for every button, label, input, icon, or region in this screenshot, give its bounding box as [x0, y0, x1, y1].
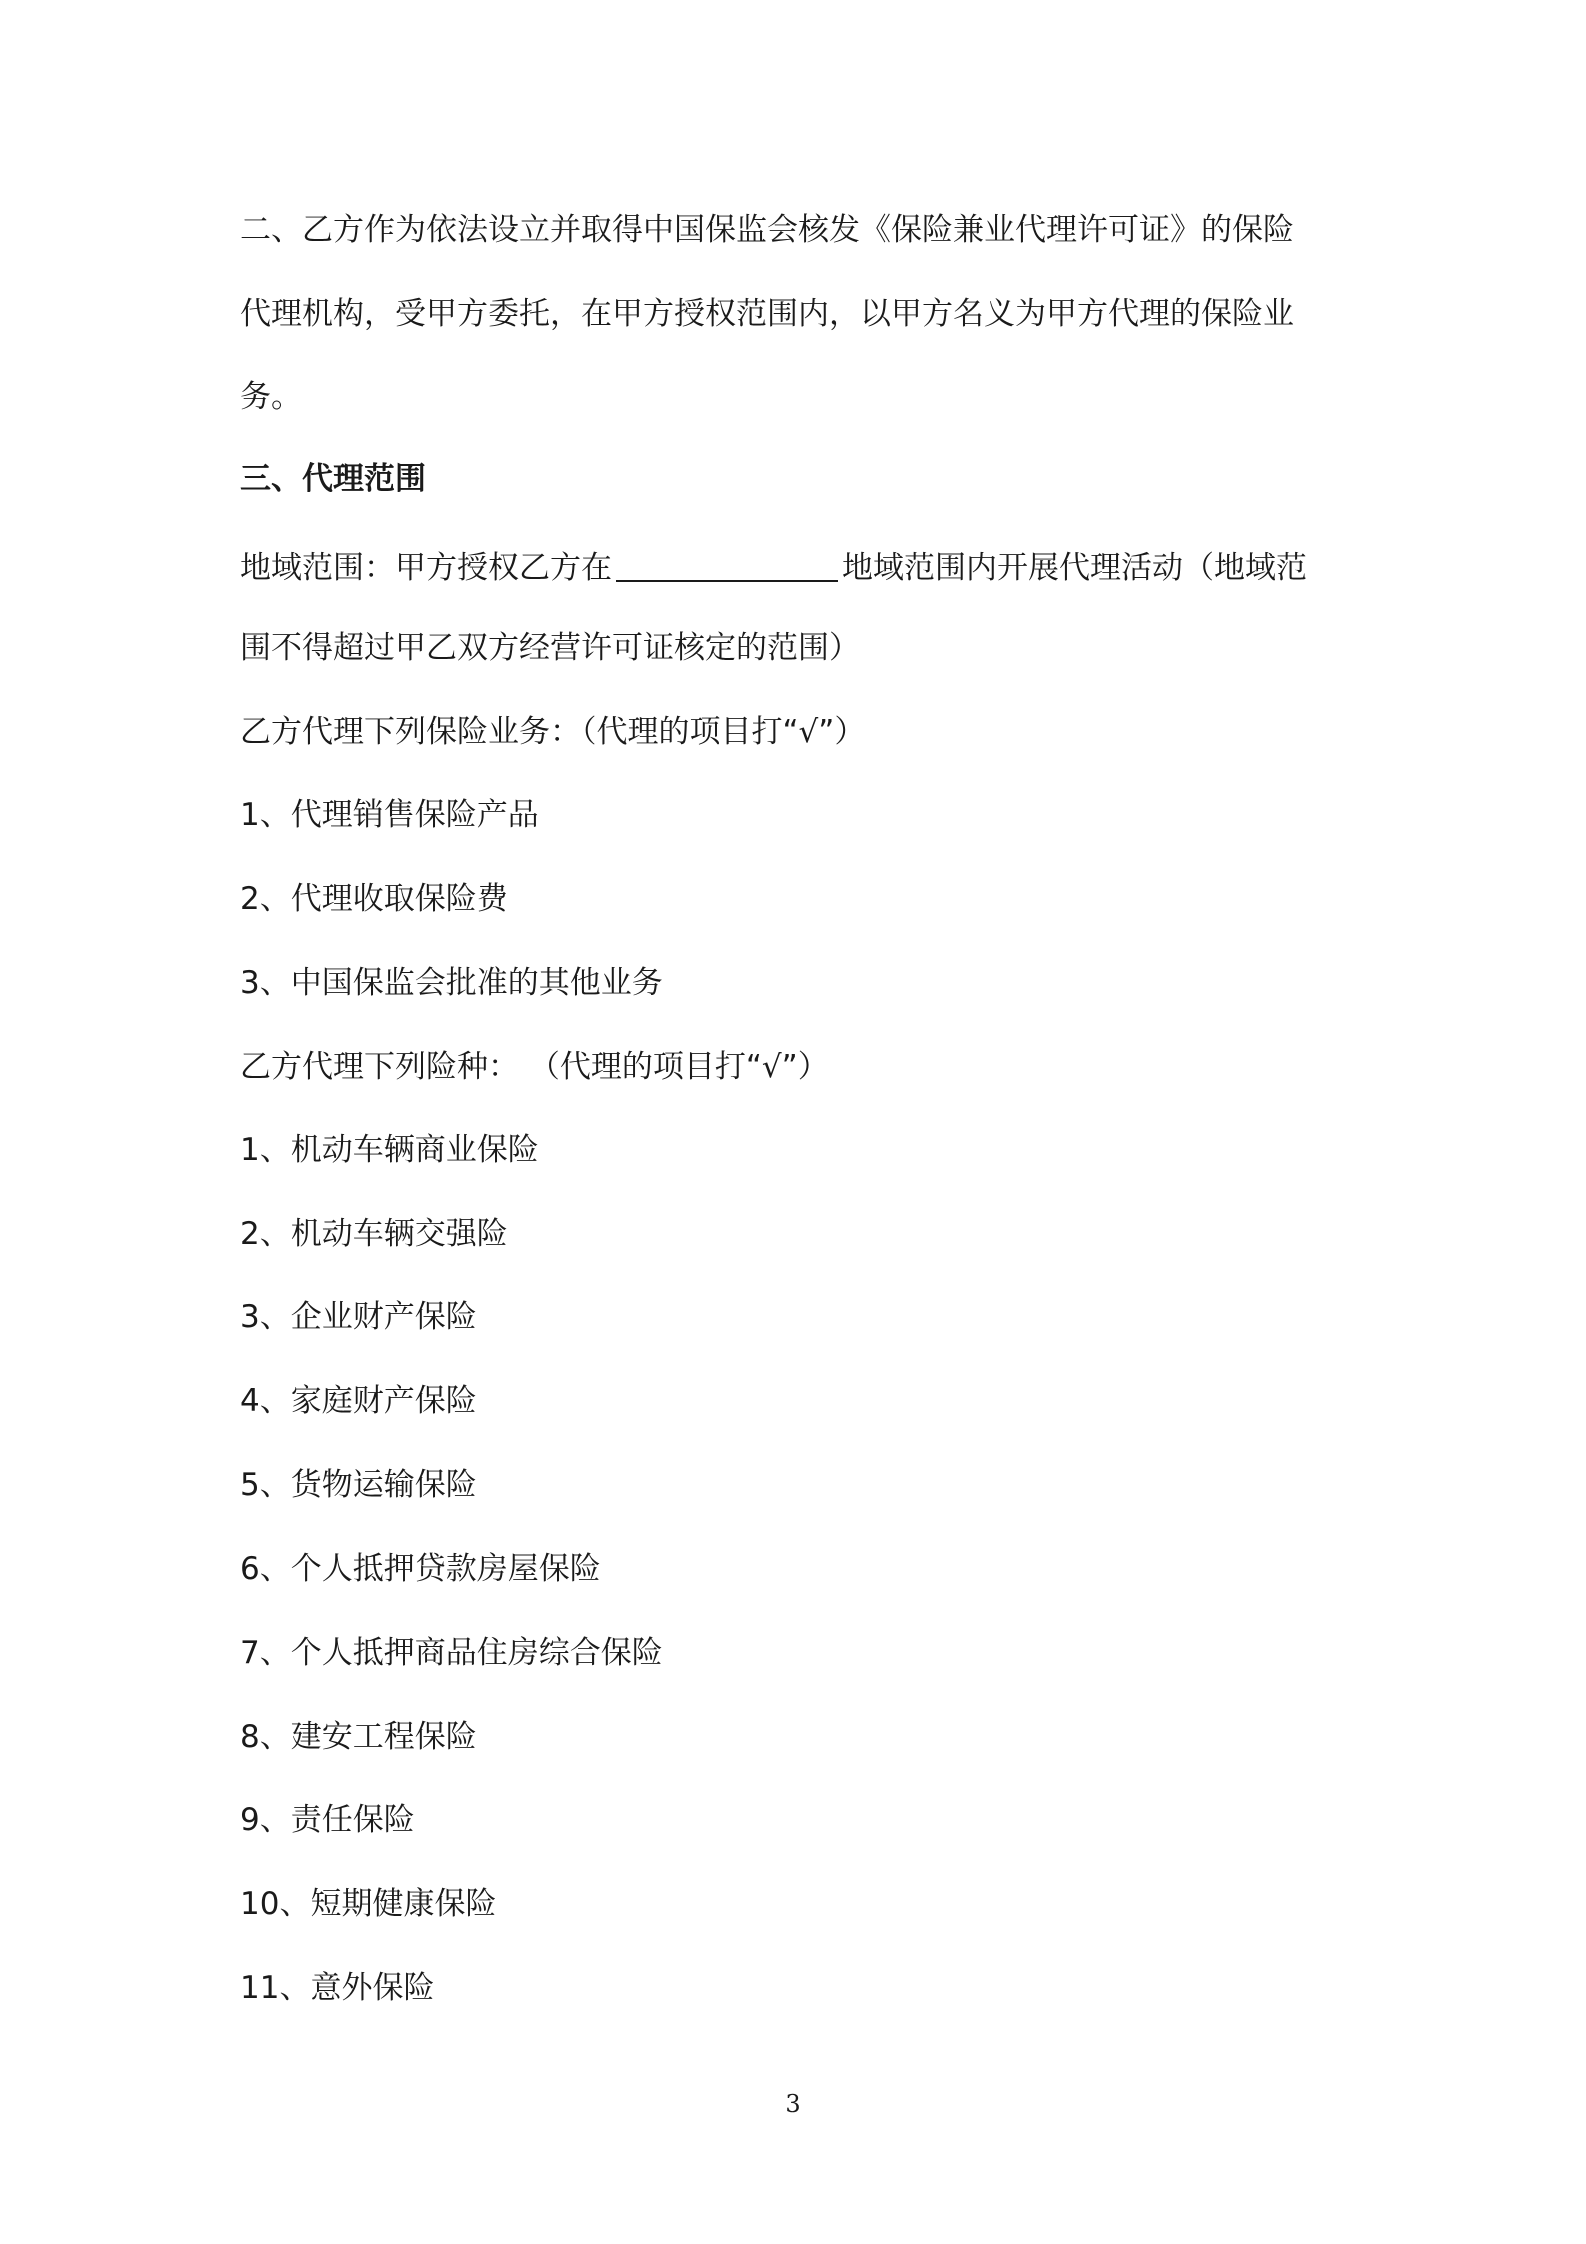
- region-scope-prefix: 地域范围：甲方授权乙方在: [240, 550, 612, 586]
- insurance-item: 4、家庭财产保险: [240, 1383, 477, 1419]
- insurance-item: 7、个人抵押商品住房综合保险: [240, 1635, 663, 1671]
- region-scope-line: [240, 548, 1307, 588]
- insurance-item: 1、机动车辆商业保险: [240, 1132, 539, 1168]
- region-scope-line-2: 围不得超过甲乙双方经营许可证核定的范围）: [240, 630, 860, 666]
- insurance-item: 2、机动车辆交强险: [240, 1216, 508, 1252]
- insurance-item: 11、意外保险: [240, 1970, 435, 2006]
- page-number: 3: [785, 2090, 801, 2118]
- region-scope-suffix: 地域范围内开展代理活动（地域范: [842, 550, 1307, 586]
- business-intro: 乙方代理下列保险业务：（代理的项目打“√”）: [240, 714, 866, 750]
- business-item: 3、中国保监会批准的其他业务: [240, 965, 663, 1001]
- section2-line-2: 代理机构，受甲方委托，在甲方授权范围内，以甲方名义为甲方代理的保险业: [240, 296, 1294, 332]
- insurance-item: 5、货物运输保险: [240, 1467, 477, 1503]
- section3-heading: 三、代理范围: [240, 461, 426, 497]
- insurance-item: 9、责任保险: [240, 1802, 415, 1838]
- insurance-intro: 乙方代理下列险种： （代理的项目打“√”）: [240, 1049, 829, 1085]
- region-blank-field[interactable]: [616, 550, 838, 582]
- section2-line-1: 二、乙方作为依法设立并取得中国保监会核发《保险兼业代理许可证》的保险: [240, 212, 1294, 248]
- section2-line-3: 务。: [240, 379, 302, 415]
- insurance-item: 8、建安工程保险: [240, 1719, 477, 1755]
- business-item: 2、代理收取保险费: [240, 881, 508, 917]
- insurance-item: 3、企业财产保险: [240, 1299, 477, 1335]
- business-item: 1、代理销售保险产品: [240, 797, 539, 833]
- insurance-item: 6、个人抵押贷款房屋保险: [240, 1551, 601, 1587]
- insurance-item: 10、短期健康保险: [240, 1886, 497, 1922]
